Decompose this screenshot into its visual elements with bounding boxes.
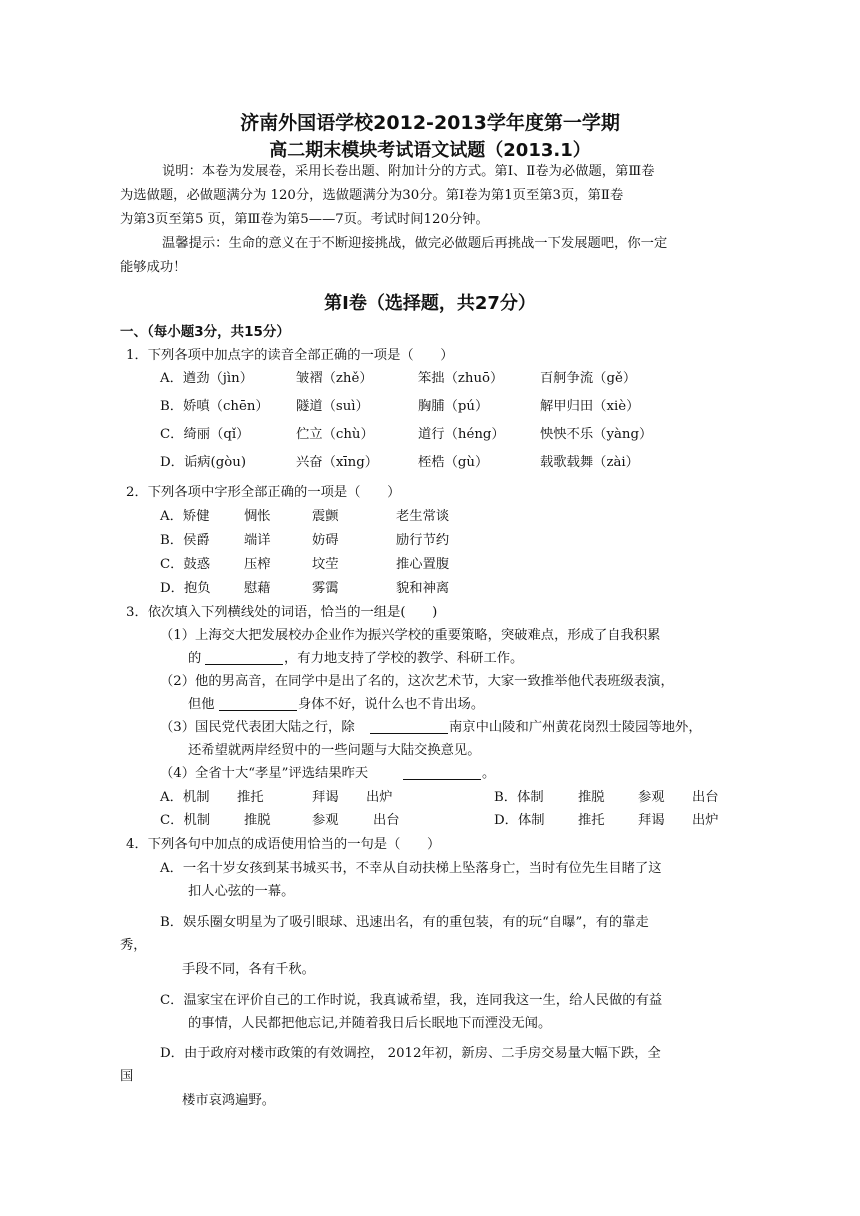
q2-option-c-4: 推心置腹 (396, 557, 450, 572)
q2-option-b-1: B．侯爵 (160, 533, 210, 548)
q3-sentence-3a-post: 南京中山陵和广州黄花岗烈士陵园等地外， (449, 720, 702, 735)
q2-option-a-1: A．矫健 (160, 509, 210, 524)
q3-option-a-1: A．机制 (160, 790, 210, 805)
q1-option-a-2: 皱褶（zhě） (296, 371, 373, 386)
q3-option-a-2: 推托 (237, 790, 264, 805)
q2-option-d-2: 慰藉 (244, 581, 271, 596)
exam-title-line1: 济南外国语学校2012-2013学年度第一学期 (240, 112, 620, 134)
q2-option-a-3: 震颤 (312, 509, 339, 524)
q3-blank-4 (403, 779, 481, 780)
q1-option-d-3: 桎梏（gù） (418, 455, 489, 470)
q3-option-c-4: 出台 (373, 813, 400, 828)
q1-option-a-4: 百舸争流（gě） (540, 371, 637, 386)
q3-option-c-1: C．机制 (160, 813, 211, 828)
q4-option-b-line3: 手段不同，各有千秋。 (182, 962, 315, 977)
q3-option-c-3: 参观 (312, 813, 339, 828)
q2-option-a-4: 老生常谈 (396, 509, 450, 524)
intro-line-5: 能够成功！ (120, 260, 187, 275)
q3-option-a-3: 拜谒 (312, 790, 339, 805)
q3-sentence-1b-pre: 的 (188, 651, 202, 666)
q1-option-d-1: D．诟病(gòu) (160, 455, 247, 470)
q3-sentence-2b-pre: 但他 (188, 697, 215, 712)
q4-option-d-line3: 楼市哀鸿遍野。 (182, 1093, 276, 1108)
q3-option-b-2: 推脱 (578, 790, 605, 805)
q2-option-b-3: 妨碍 (312, 533, 339, 548)
q1-option-b-3: 胸脯（pú） (418, 399, 489, 414)
q2-option-d-3: 雾霭 (312, 581, 339, 596)
q3-blank-3 (370, 733, 448, 734)
q4-stem: 4．下列各句中加点的成语使用恰当的一句是（ ） (126, 837, 441, 852)
q3-sentence-1a: （1）上海交大把发展校办企业作为振兴学校的重要策略，突破难点，形成了自我积累 (160, 628, 661, 643)
q2-option-c-2: 压榨 (244, 557, 271, 572)
q4-option-b-line1: B．娱乐圈女明星为了吸引眼球、迅速出名，有的重包装，有的玩“自曝”，有的靠走 (160, 915, 649, 930)
q1-option-a-1: A．遒劲（jìn） (160, 371, 254, 386)
q2-option-d-1: D．抱负 (160, 581, 211, 596)
q4-option-c-line1: C．温家宝在评价自己的工作时说，我真诚希望，我，连同我这一生，给人民做的有益 (160, 993, 663, 1008)
q1-option-d-4: 载歌载舞（zài） (540, 455, 639, 470)
q3-sentence-3a-pre: （3）国民党代表团大陆之行，除 (160, 720, 355, 735)
q3-blank-2 (219, 710, 297, 711)
q2-option-b-4: 励行节约 (396, 533, 450, 548)
q4-option-b-line2: 秀， (120, 938, 147, 953)
intro-line-2: 为选做题，必做题满分为 120分，选做题满分为30分。第Ⅰ卷为第1页至第3页，第Ⅱ卷 (120, 188, 624, 203)
q3-stem: 3．依次填入下列横线处的词语，恰当的一组是( ) (126, 605, 438, 620)
q3-option-b-1: B．体制 (494, 790, 544, 805)
intro-line-4: 温馨提示：生命的意义在于不断迎接挑战，做完必做题后再挑战一下发展题吧，你一定 (162, 236, 668, 251)
q3-option-d-4: 出炉 (692, 813, 719, 828)
q1-option-a-3: 笨拙（zhuō） (418, 371, 504, 386)
q3-sentence-4-pre: （4）全省十大“孝星”评选结果昨天 (160, 766, 369, 781)
q1-option-c-3: 道行（héng） (418, 427, 505, 442)
section-title: 第Ⅰ卷（选择题，共27分） (324, 293, 536, 314)
q3-sentence-4-post: 。 (482, 766, 496, 781)
q3-blank-1 (205, 664, 283, 665)
q1-option-d-2: 兴奋（xīng） (296, 455, 379, 470)
q4-option-c-line2: 的事情，人民都把他忘记,并随着我日后长眠地下而湮没无闻。 (188, 1016, 552, 1031)
q1-option-b-2: 隧道（suì） (296, 399, 369, 414)
q3-option-d-2: 推托 (578, 813, 605, 828)
q3-option-b-4: 出台 (692, 790, 719, 805)
q1-stem: 1．下列各项中加点字的读音全部正确的一项是（ ） (126, 348, 454, 363)
q2-option-d-4: 貌和神离 (396, 581, 450, 596)
q1-option-b-1: B．娇嗔（chēn） (160, 399, 269, 414)
q2-option-a-2: 惆怅 (244, 509, 271, 524)
q3-option-d-3: 拜谒 (638, 813, 665, 828)
q2-option-b-2: 端详 (244, 533, 271, 548)
q3-sentence-3b: 还希望就两岸经贸中的一些问题与大陆交换意见。 (188, 743, 481, 758)
q1-option-c-1: C．绮丽（qǐ） (160, 427, 250, 442)
q2-option-c-3: 坟茔 (312, 557, 339, 572)
q3-sentence-1b-post: ，有力地支持了学校的教学、科研工作。 (284, 651, 524, 666)
q4-option-a-line2: 扣人心弦的一幕。 (188, 884, 295, 899)
exam-title-line2: 高二期末模块考试语文试题（2013.1） (269, 140, 591, 161)
q1-option-c-2: 伫立（chù） (296, 427, 374, 442)
intro-line-3: 为第3页至第5 页，第Ⅲ卷为第5——7页。考试时间120分钟。 (120, 212, 489, 227)
q3-option-a-4: 出炉 (366, 790, 393, 805)
q3-sentence-2b-post: 身体不好，说什么也不肯出场。 (298, 697, 485, 712)
q2-stem: 2．下列各项中字形全部正确的一项是（ ） (126, 485, 401, 500)
q4-option-d-line2: 国 (120, 1069, 134, 1084)
q4-option-d-line1: D．由于政府对楼市政策的有效调控， 2012年初，新房、二手房交易量大幅下跌，全 (160, 1046, 661, 1061)
q3-option-b-3: 参观 (638, 790, 665, 805)
q3-option-c-2: 推脱 (244, 813, 271, 828)
q2-option-c-1: C．鼓惑 (160, 557, 211, 572)
q1-option-c-4: 怏怏不乐（yàng） (540, 427, 653, 442)
q4-option-a-line1: A．一名十岁女孩到某书城买书，不幸从自动扶梯上坠落身亡，当时有位先生目睹了这 (160, 861, 662, 876)
q3-option-d-1: D．体制 (494, 813, 545, 828)
q3-sentence-2a: （2）他的男高音，在同学中是出了名的，这次艺术节，大家一致推举他代表班级表演， (160, 674, 674, 689)
q1-option-b-4: 解甲归田（xiè） (540, 399, 640, 414)
intro-line-1: 说明：本卷为发展卷，采用长卷出题、附加计分的方式。第Ⅰ、Ⅱ卷为必做题，第Ⅲ卷 (162, 164, 655, 179)
part-heading: 一、（每小题3分，共15分） (120, 324, 290, 340)
